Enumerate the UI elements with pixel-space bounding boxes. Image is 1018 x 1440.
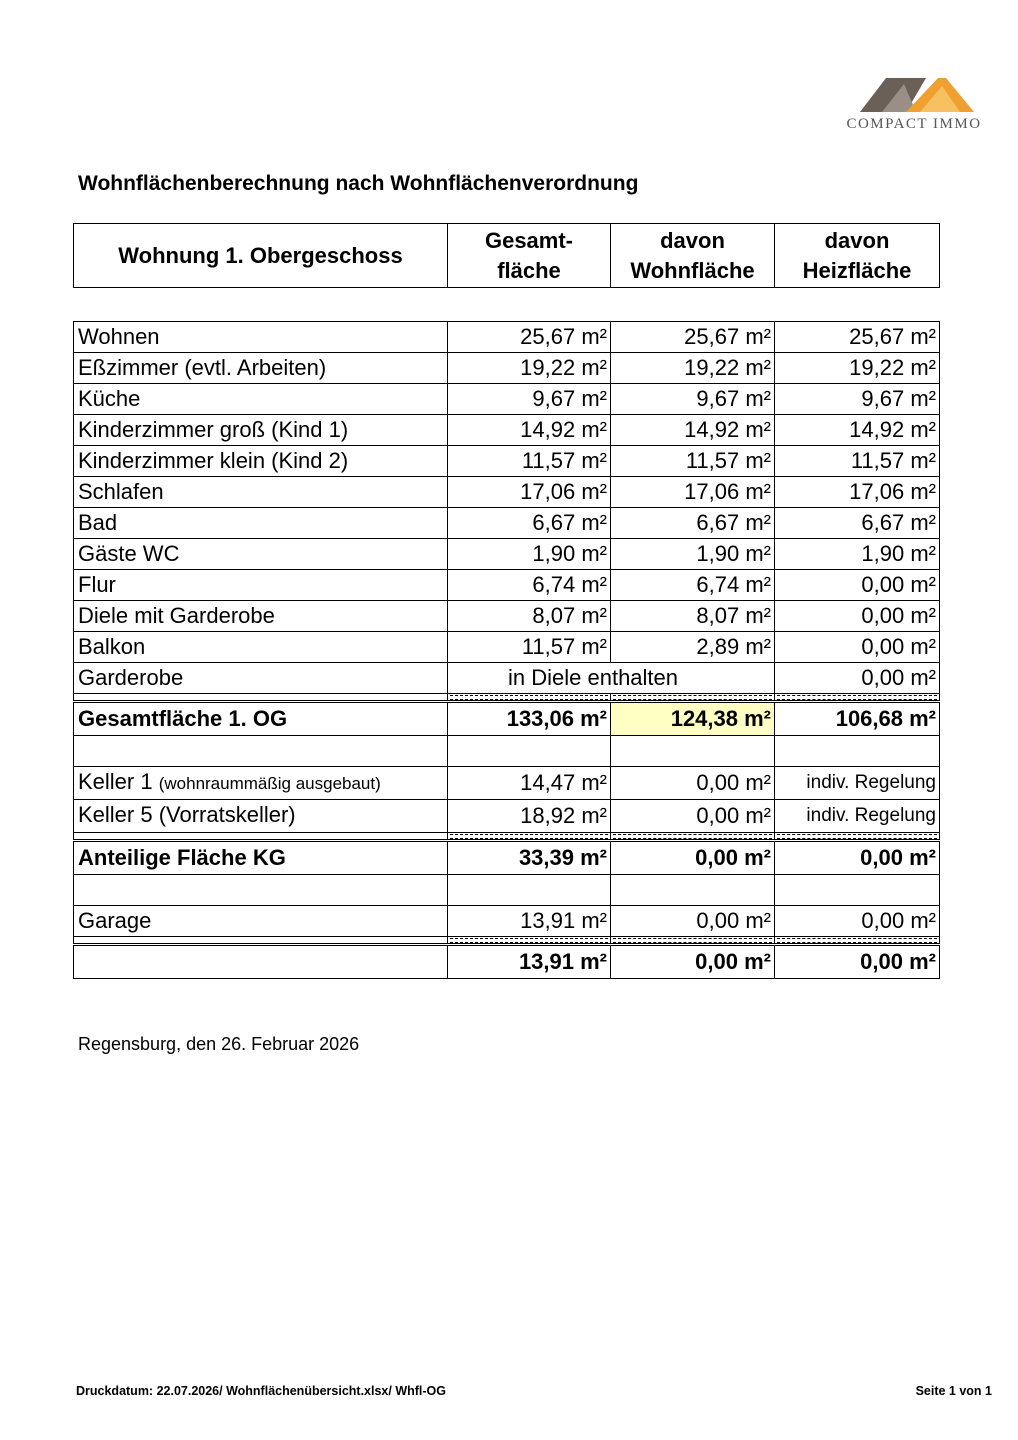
document-title: Wohnflächenberechnung nach Wohnflächenverordnung xyxy=(78,172,639,195)
heizflaeche-value: 25,67 m² xyxy=(775,322,940,353)
gesamtflaeche-value: 11,57 m² xyxy=(448,446,611,477)
sum-label: Anteilige Fläche KG xyxy=(74,841,448,875)
room-name: Eßzimmer (evtl. Arbeiten) xyxy=(74,353,448,384)
room-name xyxy=(74,800,448,833)
sum-gesamtflaeche: 33,39 m² xyxy=(448,841,611,875)
room-row xyxy=(74,446,940,477)
room-row xyxy=(74,601,940,632)
header-table xyxy=(73,223,940,288)
gesamtflaeche-value: 1,90 m² xyxy=(448,539,611,570)
sum-gesamtflaeche: 13,91 m² xyxy=(448,945,611,979)
heizflaeche-value: 11,57 m² xyxy=(775,446,940,477)
room-name: Balkon xyxy=(74,632,448,663)
wohnflaeche-value: 25,67 m² xyxy=(611,322,775,353)
sum-label: Gesamtfläche 1. OG xyxy=(74,702,448,736)
gesamtflaeche-value: 11,57 m² xyxy=(448,632,611,663)
wohnflaeche-value: 0,00 m² xyxy=(611,767,775,800)
empty-row xyxy=(74,875,940,906)
room-row xyxy=(74,415,940,446)
wohnflaeche-value: 6,74 m² xyxy=(611,570,775,601)
gesamtflaeche-value: 14,92 m² xyxy=(448,415,611,446)
sum-wohnflaeche: 0,00 m² xyxy=(611,945,775,979)
separator-cell xyxy=(775,694,940,702)
wohnflaeche-value: 0,00 m² xyxy=(611,906,775,937)
separator-cell xyxy=(74,937,448,945)
separator-cell xyxy=(448,937,611,945)
sum-row-kg xyxy=(74,841,940,875)
keller-note: (wohnraummäßig ausgebaut) xyxy=(158,774,381,793)
empty-row xyxy=(74,736,940,767)
wohnflaeche-value: 0,00 m² xyxy=(611,800,775,833)
gesamtflaeche-value: 8,07 m² xyxy=(448,601,611,632)
separator-cell xyxy=(74,833,448,841)
footer-print-info: Druckdatum: 22.07.2026/ Wohnflächenübersicht.xlsx/ Whfl-OG xyxy=(76,1384,447,1398)
empty-cell xyxy=(448,736,611,767)
room-name: Kinderzimmer klein (Kind 2) xyxy=(74,446,448,477)
garage-row xyxy=(74,906,940,937)
room-row xyxy=(74,477,940,508)
sum-heizflaeche: 0,00 m² xyxy=(775,945,940,979)
logo-text: COMPACT IMMO xyxy=(846,116,982,132)
wohnflaeche-value: 1,90 m² xyxy=(611,539,775,570)
room-name: Schlafen xyxy=(74,477,448,508)
room-name: Diele mit Garderobe xyxy=(74,601,448,632)
area-table xyxy=(73,321,940,979)
room-row-garderobe xyxy=(74,663,940,694)
room-name: Garderobe xyxy=(74,663,448,694)
sum-row-og xyxy=(74,702,940,736)
gesamtflaeche-value: 13,91 m² xyxy=(448,906,611,937)
gesamtflaeche-value: 25,67 m² xyxy=(448,322,611,353)
sum-heizflaeche: 106,68 m² xyxy=(775,702,940,736)
gesamtflaeche-value: 19,22 m² xyxy=(448,353,611,384)
empty-cell xyxy=(611,875,775,906)
separator-cell xyxy=(74,694,448,702)
roof-logo-icon xyxy=(860,72,974,112)
dashed-separator xyxy=(74,937,940,945)
empty-cell xyxy=(775,736,940,767)
wohnflaeche-value: 9,67 m² xyxy=(611,384,775,415)
heizflaeche-value: 9,67 m² xyxy=(775,384,940,415)
separator-cell xyxy=(611,833,775,841)
gesamtflaeche-value: 14,47 m² xyxy=(448,767,611,800)
separator-cell xyxy=(611,694,775,702)
heizflaeche-value: 14,92 m² xyxy=(775,415,940,446)
wohnflaeche-value: 2,89 m² xyxy=(611,632,775,663)
heizflaeche-value: 19,22 m² xyxy=(775,353,940,384)
gesamtflaeche-value: 18,92 m² xyxy=(448,800,611,833)
heizflaeche-value: indiv. Regelung xyxy=(775,767,940,800)
room-name: Gäste WC xyxy=(74,539,448,570)
sum-label-empty xyxy=(74,945,448,979)
room-row xyxy=(74,632,940,663)
room-name: Garage xyxy=(74,906,448,937)
room-row xyxy=(74,353,940,384)
heizflaeche-value: 0,00 m² xyxy=(775,601,940,632)
sum-wohnflaeche: 0,00 m² xyxy=(611,841,775,875)
heizflaeche-value: 0,00 m² xyxy=(775,570,940,601)
room-name: Flur xyxy=(74,570,448,601)
separator-cell xyxy=(775,937,940,945)
heizflaeche-value: 6,67 m² xyxy=(775,508,940,539)
header-apartment-label: Wohnung 1. Obergeschoss xyxy=(74,224,448,288)
sum-row-garage xyxy=(74,945,940,979)
heizflaeche-value: 0,00 m² xyxy=(775,906,940,937)
empty-cell xyxy=(775,875,940,906)
place-date: Regensburg, den 26. Februar 2026 xyxy=(78,1034,360,1054)
room-name: Wohnen xyxy=(74,322,448,353)
room-name xyxy=(74,767,448,800)
heizflaeche-value: 0,00 m² xyxy=(775,663,940,694)
wohnflaeche-value: 17,06 m² xyxy=(611,477,775,508)
empty-cell xyxy=(74,736,448,767)
header-wohnflaeche: davon Wohnfläche xyxy=(611,224,775,288)
room-row xyxy=(74,570,940,601)
heizflaeche-value: 0,00 m² xyxy=(775,632,940,663)
room-name: Kinderzimmer groß (Kind 1) xyxy=(74,415,448,446)
wohnflaeche-value: 8,07 m² xyxy=(611,601,775,632)
header-heizflaeche: davon Heizfläche xyxy=(775,224,940,288)
separator-cell xyxy=(611,937,775,945)
room-row xyxy=(74,539,940,570)
wohnflaeche-value: 19,22 m² xyxy=(611,353,775,384)
footer-page-number: Seite 1 von 1 xyxy=(915,1384,992,1398)
separator-cell xyxy=(775,833,940,841)
keller-name: Keller 5 (Vorratskeller) xyxy=(78,802,296,827)
heizflaeche-value: 1,90 m² xyxy=(775,539,940,570)
wohnflaeche-value: 6,67 m² xyxy=(611,508,775,539)
dashed-separator xyxy=(74,694,940,702)
heizflaeche-value: indiv. Regelung xyxy=(775,800,940,833)
wohnflaeche-value: 11,57 m² xyxy=(611,446,775,477)
separator-cell xyxy=(448,694,611,702)
keller-name: Keller 1 xyxy=(78,769,153,794)
sum-gesamtflaeche: 133,06 m² xyxy=(448,702,611,736)
empty-cell xyxy=(611,736,775,767)
room-row xyxy=(74,508,940,539)
room-name: Küche xyxy=(74,384,448,415)
room-row xyxy=(74,384,940,415)
gesamtflaeche-value: 17,06 m² xyxy=(448,477,611,508)
empty-cell xyxy=(74,875,448,906)
room-row xyxy=(74,322,940,353)
empty-cell xyxy=(448,875,611,906)
gesamtflaeche-value: 6,74 m² xyxy=(448,570,611,601)
sum-wohnflaeche-highlighted: 124,38 m² xyxy=(611,702,775,736)
company-logo xyxy=(828,66,1000,136)
sum-heizflaeche: 0,00 m² xyxy=(775,841,940,875)
separator-cell xyxy=(448,833,611,841)
keller-row xyxy=(74,800,940,833)
gesamtflaeche-value: 6,67 m² xyxy=(448,508,611,539)
dashed-separator xyxy=(74,833,940,841)
header-gesamtflaeche: Gesamt- fläche xyxy=(448,224,611,288)
gesamtflaeche-value: 9,67 m² xyxy=(448,384,611,415)
heizflaeche-value: 17,06 m² xyxy=(775,477,940,508)
merged-note: in Diele enthalten xyxy=(448,663,775,694)
keller-row xyxy=(74,767,940,800)
room-name: Bad xyxy=(74,508,448,539)
wohnflaeche-value: 14,92 m² xyxy=(611,415,775,446)
